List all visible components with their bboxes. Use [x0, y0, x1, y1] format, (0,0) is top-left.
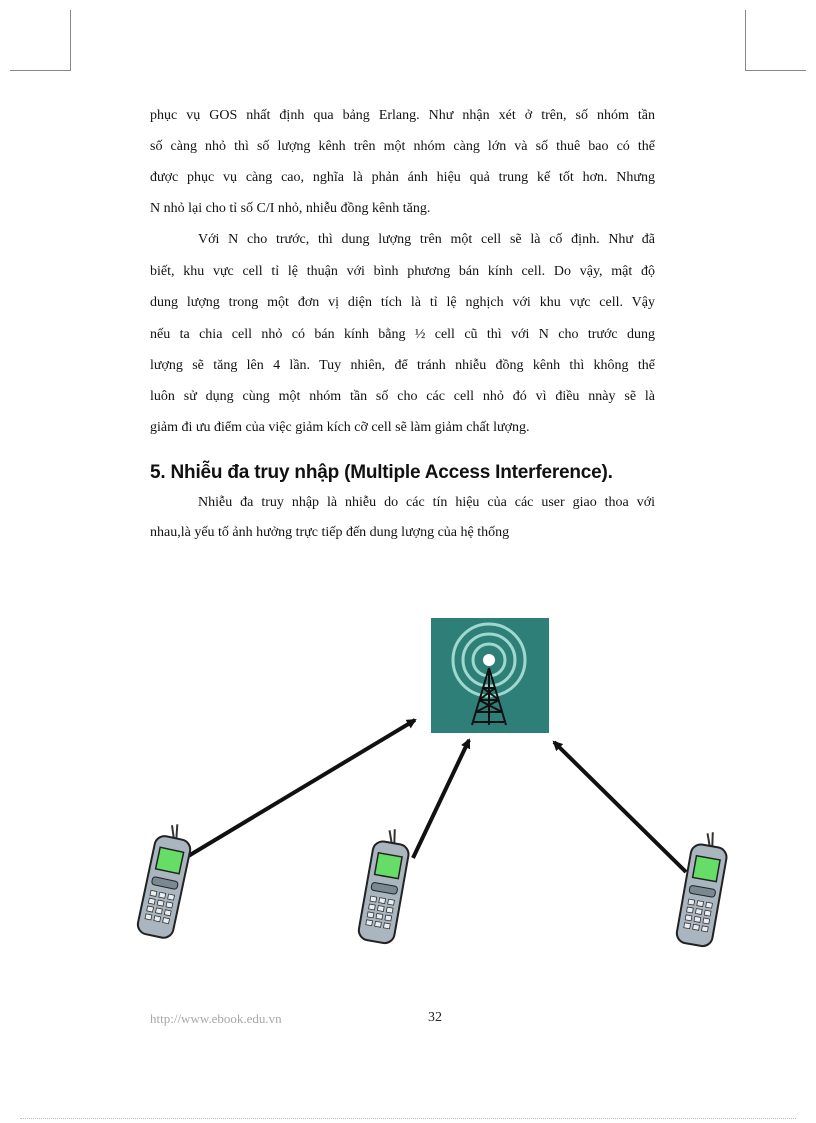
arrow-icon [554, 742, 686, 872]
page-corner-mark-top-left [10, 10, 71, 71]
text-line: luôn sử dụng cùng một nhóm tần số cho các cell nhỏ đó vì điều nnày sẽ là [150, 389, 655, 404]
text-line: giảm đi ưu điểm của việc giảm kích cỡ cell sẽ làm giảm chất lượng. [150, 420, 530, 435]
section-heading: 5. Nhiễu đa truy nhập (Multiple Access Interference). [150, 462, 613, 483]
text-line: dung lượng trong một đơn vị diện tích là tỉ lệ nghịch với khu vực cell. Vậy [150, 295, 655, 310]
footer-url: http://www.ebook.edu.vn [150, 1011, 282, 1026]
text-line: N nhỏ lại cho tỉ số C/I nhỏ, nhiễu đồng kênh tăng. [150, 201, 431, 216]
text-line: được phục vụ càng cao, nghĩa là phản ánh hiệu quả trung kế tốt hơn. Nhưng [150, 170, 655, 185]
mobile-phone-icon [136, 821, 195, 940]
text-line: nhau,là yếu tố ảnh hưởng trực tiếp đến dung lượng của hệ thống [150, 525, 510, 540]
arrow-icon [413, 740, 469, 858]
text-line: lượng sẽ tăng lên 4 lần. Tuy nhiên, để tránh nhiễu đồng kênh thì không thể [150, 358, 655, 373]
bottom-rule [20, 1118, 796, 1119]
text-line: nếu ta chia cell nhỏ có bán kính bằng ½ cell cũ thì với N cho trước dung [150, 327, 655, 342]
interference-figure [0, 600, 816, 960]
text-line: phục vụ GOS nhất định qua bảng Erlang. Như nhận xét ở trên, số nhóm tần [150, 108, 655, 123]
text-line: Với N cho trước, thì dung lượng trên một cell sẽ là cố định. Như đã [198, 232, 655, 247]
text-line: Nhiễu đa truy nhập là nhiễu do các tín hiệu của các user giao thoa với [198, 495, 655, 510]
arrow-icon [185, 720, 415, 858]
text-line: biết, khu vực cell tỉ lệ thuận với bình phương bán kính cell. Do vậy, mật độ [150, 264, 655, 279]
page-corner-mark-top-right [745, 10, 806, 71]
mobile-phone-icon [357, 826, 412, 945]
page-number: 32 [428, 1010, 442, 1025]
base-station-tower-icon [431, 618, 549, 733]
text-line: số càng nhỏ thì số lượng kênh trên một nhóm càng lớn và số thuê bao có thể [150, 139, 655, 154]
mobile-phone-icon [675, 829, 730, 948]
